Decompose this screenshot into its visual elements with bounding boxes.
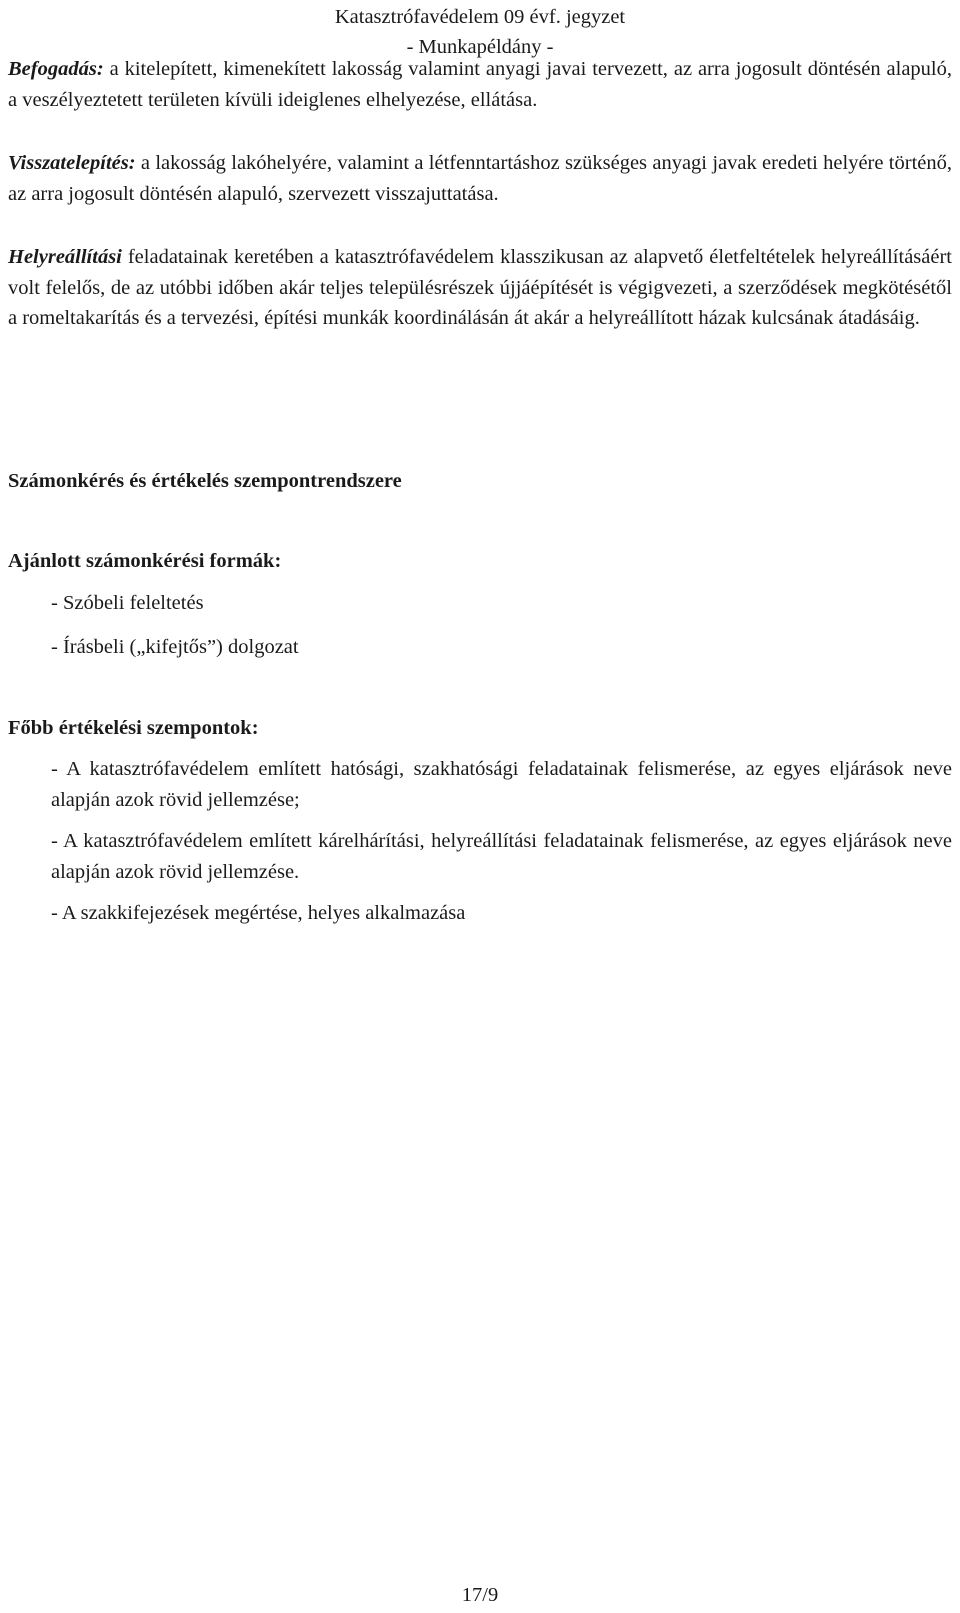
form-item-oral: - Szóbeli feleltetés: [51, 592, 204, 614]
definition-visszatelepites: [8, 148, 952, 209]
criteria-item: - A katasztrófavédelem említett hatósági, szakhatósági feladatainak felismerése, az egyes eljárások neve alapján azok rövid jellemzése;: [51, 758, 952, 811]
definition-term: Visszatelepítés:: [8, 152, 136, 174]
criteria-item: - A szakkifejezések megértése, helyes alkalmazása: [51, 902, 466, 924]
definition-befogadas: [8, 54, 952, 115]
criteria-item: - A katasztrófavédelem említett kárelhárítási, helyreállítási feladatainak felismerése, az egyes eljárások neve alapján azok rövid jellemzése.: [51, 830, 952, 883]
forms-heading: Ajánlott számonkérési formák:: [8, 550, 282, 572]
form-item-written: - Írásbeli („kifejtős”) dolgozat: [51, 636, 299, 658]
criteria-heading: Főbb értékelési szempontok:: [8, 717, 259, 739]
page-header: [0, 2, 960, 62]
definition-helyreallitasi: [8, 242, 952, 334]
document-title: Katasztrófavédelem 09 évf. jegyzet: [334, 6, 626, 28]
page-number: 17/9: [461, 1584, 499, 1606]
definition-text: feladatainak keretében a katasztrófavédelem klasszikusan az alapvető életfeltételek helyreállításáért volt felelős, de az utóbbi időben akár teljes településrészek újjáépítését is végigvezeti, a szerződések megkötésétől a romeltakarítás és a tervezési, építési munkák koordinálásán át akár a helyreállított házak kulcsának átadásáig.: [8, 246, 952, 329]
definition-text: a lakosság lakóhelyére, valamint a létfenntartáshoz szükséges anyagi javak eredeti helyére történő, az arra jogosult döntésén alapuló, szervezett visszajuttatása.: [8, 152, 952, 205]
definition-text: a kitelepített, kimenekített lakosság valamint anyagi javai tervezett, az arra jogosult döntésén alapuló, a veszélyeztetett területen kívüli ideiglenes elhelyezése, ellátása.: [8, 58, 952, 111]
document-subtitle: - Munkapéldány -: [406, 36, 554, 58]
section-title: Számonkérés és értékelés szempontrendszere: [8, 470, 402, 492]
definition-term: Helyreállítási: [8, 246, 122, 268]
definition-term: Befogadás:: [8, 58, 104, 80]
